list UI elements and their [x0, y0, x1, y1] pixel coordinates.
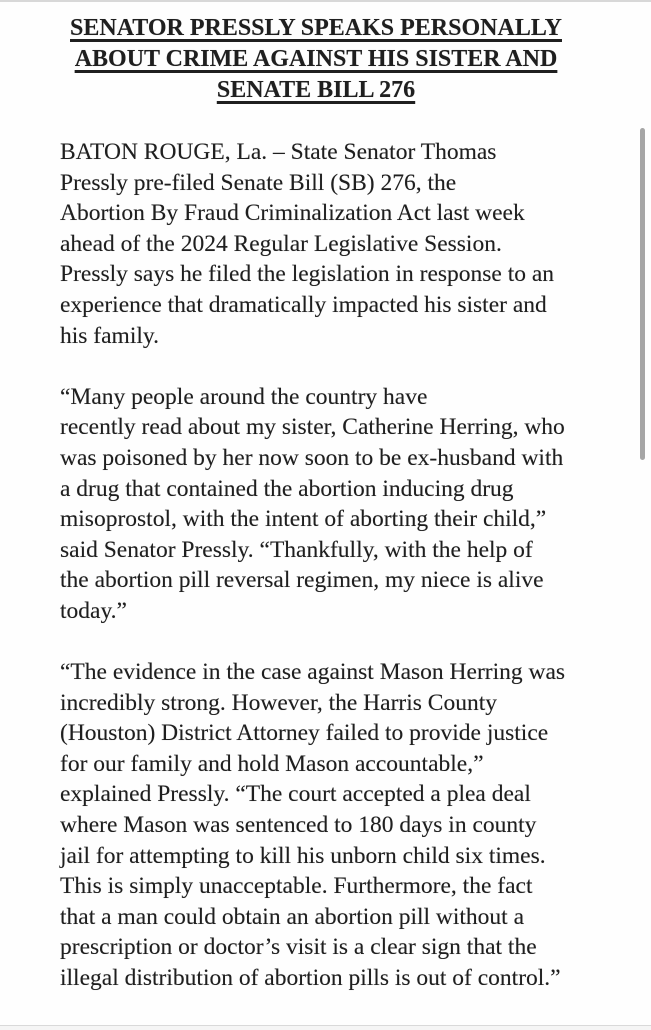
top-edge-line [0, 0, 651, 2]
paragraph-line: for our family and hold Mason accountable,” [60, 750, 484, 777]
document-title [60, 0, 572, 106]
paragraph-line: experience that dramatically impacted his sister and [60, 291, 547, 318]
paragraph-line: prescription or doctor’s visit is a clear sign that the [60, 934, 537, 961]
paragraph-line: recently read about my sister, Catherine Herring, who [60, 414, 565, 441]
paragraph-line: explained Pressly. “The court accepted a plea deal [60, 781, 531, 808]
document-title-line: SENATOR PRESSLY SPEAKS PERSONALLY [70, 15, 562, 41]
paragraph-line: misoprostol, with the intent of aborting their child,” [60, 506, 547, 533]
paragraph-line: Pressly says he filed the legislation in response to an [60, 261, 555, 288]
paragraph-line: This is simply unacceptable. Furthermore, the fact [60, 873, 533, 900]
paragraph-line: (Houston) District Attorney failed to provide justice [60, 720, 549, 747]
paragraph-line: BATON ROUGE, La. – State Senator Thomas [60, 139, 497, 165]
paragraph-line: said Senator Pressly. “Thankfully, with the help of [60, 536, 533, 563]
document-title-line: ABOUT CRIME AGAINST HIS SISTER AND [74, 46, 558, 72]
paragraph-line: that a man could obtain an abortion pill without a [60, 903, 525, 930]
paragraph-line: Pressly pre-filed Senate Bill (SB) 276, the [60, 169, 457, 196]
paragraph-line: the abortion pill reversal regimen, my niece is alive [60, 567, 544, 594]
scrollbar-thumb[interactable] [640, 128, 645, 460]
paragraph-line: ahead of the 2024 Regular Legislative Session. [60, 230, 502, 257]
paragraph-quote-sister [60, 382, 572, 627]
paragraph-quote-case [60, 657, 572, 994]
paragraph-line: “The evidence in the case against Mason Herring was [60, 659, 566, 686]
paragraph-line: illegal distribution of abortion pills is out of control.” [60, 965, 561, 992]
paragraph-line: a drug that contained the abortion inducing drug [60, 475, 514, 502]
document-title-line: SENATE BILL 276 [216, 77, 416, 103]
document-body [60, 137, 572, 994]
paragraph-line: Abortion By Fraud Criminalization Act last week [60, 200, 525, 227]
paragraph-intro [60, 137, 572, 351]
paragraph-line: incredibly strong. However, the Harris County [60, 689, 497, 716]
paragraph-line: “Many people around the country have [60, 383, 428, 410]
paragraph-line: jail for attempting to kill his unborn child six times. [60, 842, 546, 869]
paragraph-line: where Mason was sentenced to 180 days in county [60, 812, 537, 839]
paragraph-line: was poisoned by her now soon to be ex-husband with [60, 444, 564, 471]
paragraph-line: today.” [60, 597, 127, 624]
bottom-edge-bar [0, 1025, 651, 1030]
paragraph-line: his family. [60, 322, 159, 349]
